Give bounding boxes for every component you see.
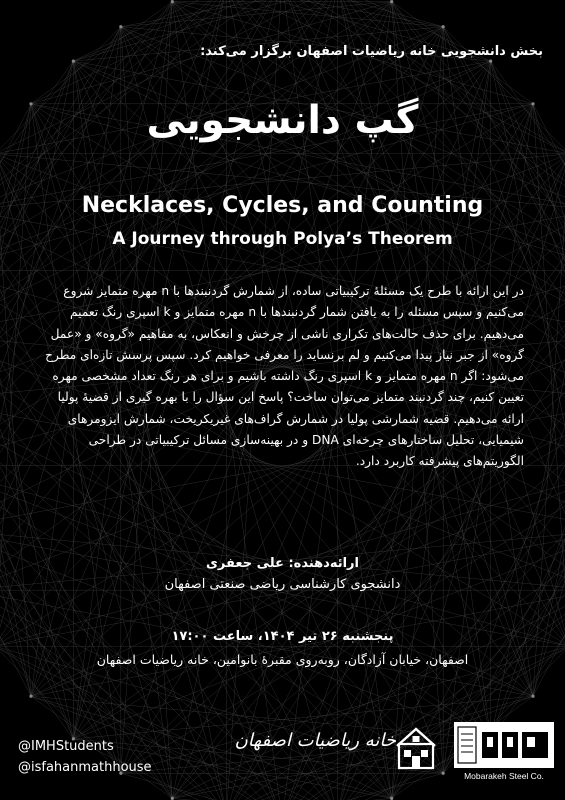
social-handles	[18, 736, 152, 778]
handle-students[interactable]: @IMHStudents	[18, 739, 114, 754]
talk-subtitle: A Journey through Polya’s Theorem	[112, 229, 453, 249]
mobarakeh-steel-logo	[454, 722, 554, 784]
math-house-logo	[234, 722, 440, 774]
event-address: اصفهان، خیابان آزادگان، روبه‌روی مقبرهٔ بانوامین، خانه ریاضیات اصفهان	[96, 652, 469, 667]
series-title: گپ دانشجویی	[146, 98, 419, 143]
math-house-logo-text: خانه ریاضیات اصفهان	[234, 730, 396, 751]
sponsor-caption: Mobarakeh Steel Co.	[464, 771, 544, 781]
organizer-line: بخش دانشجویی خانه ریاضیات اصفهان برگزار می‌کند:	[200, 44, 543, 59]
handle-mathhouse[interactable]: @isfahanmathhouse	[18, 760, 152, 775]
steel-logo-mark	[454, 722, 554, 768]
talk-title: Necklaces, Cycles, and Counting	[81, 193, 484, 218]
steel-emblem-icon	[454, 722, 554, 768]
event-datetime: پنجشنبه ۲۶ تیر ۱۴۰۴، ساعت ۱۷:۰۰	[171, 629, 394, 644]
house-emblem-icon	[396, 726, 436, 770]
talk-abstract: در این ارائه با طرح یک مسئلهٔ ترکیبیاتی ساده، از شمارش گردنبندها با n مهره متمایز شروع می‌کنیم و سپس مسئله را به یافتن شمار گردنبندها با n مهره متمایز و k اسپری رنگ تعمیم می‌دهیم. برای حذف حالت‌های تکراری ناشی از چرخش و انعکاس، به مفاهیم «گروه» و «عمل گروه» از جبر نیاز پیدا می‌کنیم و لم برنساید را معرفی خواهیم کرد. سپس پرسش تازه‌ای مطرح می‌شود: اگر n مهره متمایز و k اسپری رنگ داشته باشیم و برای هر رنگ تعداد مشخصی مهره تعیین کنیم، چند گردنبند متمایز می‌توان ساخت؟ پاسخ این سؤال را با بهره گیری از قضیهٔ پولیا ارائه می‌دهیم. قضیه شمارشی پولیا در شمارش گراف‌های غیریکریخت، شمارش ایزومرهای شیمیایی، تحلیل ساختارهای چرخه‌ای DNA و در بهینه‌سازی مسائل ترکیبیاتی در طراحی الگوریتم‌های پیشرفته کاربرد دارد.	[45, 284, 524, 469]
speaker-description: دانشجوی کارشناسی ریاضی صنعتی اصفهان	[164, 577, 401, 592]
speaker-name: ارائه‌دهنده: علی جعفری	[206, 556, 359, 571]
